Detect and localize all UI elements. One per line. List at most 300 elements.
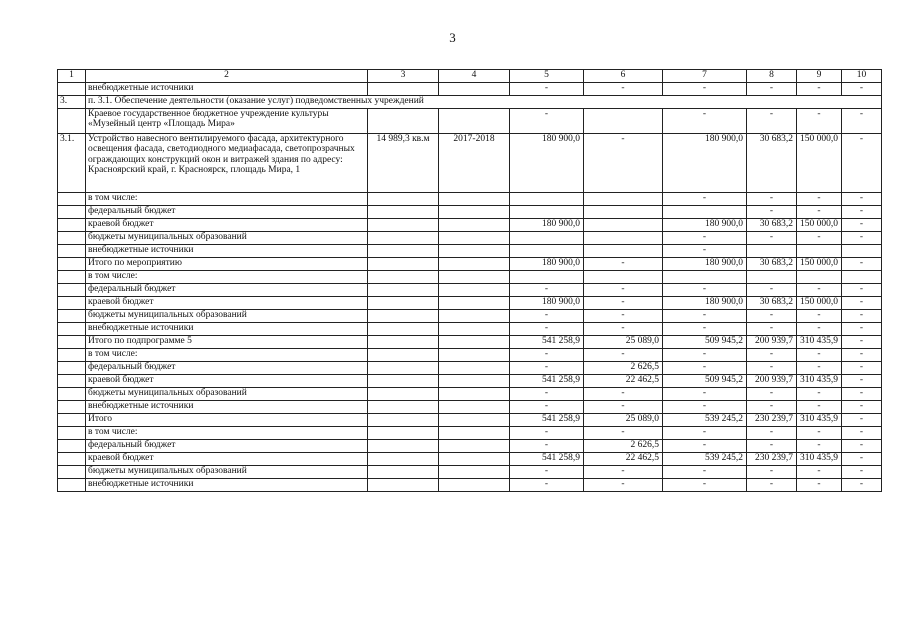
cell-c6: 2 626,5 bbox=[584, 362, 663, 375]
cell-c7: - bbox=[663, 193, 747, 206]
cell-c5: - bbox=[510, 440, 584, 453]
table-row bbox=[58, 440, 882, 453]
cell-c10 bbox=[842, 271, 882, 284]
cell-c5: 541 258,9 bbox=[510, 336, 584, 349]
cell-c5: 180 900,0 bbox=[510, 258, 584, 271]
cell-c9: - bbox=[797, 232, 842, 245]
cell-c7: 180 900,0 bbox=[663, 134, 747, 193]
cell-c4 bbox=[439, 245, 510, 258]
cell-c5: - bbox=[510, 83, 584, 96]
page-number: 3 bbox=[449, 30, 456, 45]
cell-c8: 30 683,2 bbox=[747, 134, 797, 193]
cell-c8: - bbox=[747, 83, 797, 96]
cell-c10: - bbox=[842, 258, 882, 271]
cell-c3 bbox=[368, 401, 439, 414]
table-row bbox=[58, 349, 882, 362]
cell-c7: - bbox=[663, 440, 747, 453]
cell-c10: - bbox=[842, 284, 882, 297]
column-header: 6 bbox=[584, 70, 663, 83]
cell-c8 bbox=[747, 271, 797, 284]
cell-c10: - bbox=[842, 414, 882, 427]
cell-c8: - bbox=[747, 401, 797, 414]
cell-c3 bbox=[368, 83, 439, 96]
table-body bbox=[58, 70, 882, 492]
cell-c9: - bbox=[797, 349, 842, 362]
cell-c4 bbox=[439, 362, 510, 375]
cell-c3 bbox=[368, 193, 439, 206]
cell-c5: - bbox=[510, 466, 584, 479]
cell-c3 bbox=[368, 479, 439, 492]
cell-c4 bbox=[439, 109, 510, 134]
cell-c1 bbox=[58, 245, 86, 258]
cell-c9: - bbox=[797, 362, 842, 375]
table-row bbox=[58, 388, 882, 401]
cell-c9: - bbox=[797, 440, 842, 453]
cell-c7: - bbox=[663, 83, 747, 96]
cell-c6: 2 626,5 bbox=[584, 440, 663, 453]
cell-c10: - bbox=[842, 219, 882, 232]
cell-c10: - bbox=[842, 401, 882, 414]
cell-c8: - bbox=[747, 284, 797, 297]
column-header: 10 bbox=[842, 70, 882, 83]
cell-c1 bbox=[58, 206, 86, 219]
cell-c7: - bbox=[663, 427, 747, 440]
cell-c8: 30 683,2 bbox=[747, 219, 797, 232]
cell-c8: - bbox=[747, 466, 797, 479]
table-row bbox=[58, 245, 882, 258]
cell-c8: - bbox=[747, 440, 797, 453]
table-row bbox=[58, 83, 882, 96]
cell-c9 bbox=[797, 271, 842, 284]
budget-table bbox=[57, 69, 882, 492]
cell-c4 bbox=[439, 336, 510, 349]
cell-c5: - bbox=[510, 427, 584, 440]
column-header: 3 bbox=[368, 70, 439, 83]
cell-c8: - bbox=[747, 323, 797, 336]
cell-c2: краевой бюджет bbox=[86, 453, 368, 466]
cell-c3 bbox=[368, 388, 439, 401]
cell-c3 bbox=[368, 109, 439, 134]
cell-c2: бюджеты муниципальных образований bbox=[86, 232, 368, 245]
cell-c9: - bbox=[797, 323, 842, 336]
cell-c1: 3.1. bbox=[58, 134, 86, 193]
cell-c4 bbox=[439, 466, 510, 479]
cell-c8: - bbox=[747, 206, 797, 219]
cell-c7: - bbox=[663, 232, 747, 245]
cell-c9: - bbox=[797, 206, 842, 219]
cell-c9: 310 435,9 bbox=[797, 453, 842, 466]
column-header: 7 bbox=[663, 70, 747, 83]
cell-c2: внебюджетные источники bbox=[86, 479, 368, 492]
cell-c1 bbox=[58, 297, 86, 310]
cell-c9: - bbox=[797, 479, 842, 492]
cell-c1 bbox=[58, 310, 86, 323]
cell-c7 bbox=[663, 271, 747, 284]
cell-c3 bbox=[368, 453, 439, 466]
cell-c5: - bbox=[510, 479, 584, 492]
cell-c6: - bbox=[584, 310, 663, 323]
cell-c7: 509 945,2 bbox=[663, 336, 747, 349]
cell-c5: 541 258,9 bbox=[510, 414, 584, 427]
cell-c2: внебюджетные источники bbox=[86, 323, 368, 336]
cell-c3 bbox=[368, 349, 439, 362]
table-row bbox=[58, 479, 882, 492]
cell-c1 bbox=[58, 193, 86, 206]
cell-c7 bbox=[663, 206, 747, 219]
column-header: 4 bbox=[439, 70, 510, 83]
cell-c2: федеральный бюджет bbox=[86, 284, 368, 297]
cell-c10: - bbox=[842, 440, 882, 453]
cell-c10: - bbox=[842, 134, 882, 193]
cell-c8: - bbox=[747, 388, 797, 401]
cell-c6 bbox=[584, 232, 663, 245]
cell-c4 bbox=[439, 193, 510, 206]
cell-c2: внебюджетные источники bbox=[86, 83, 368, 96]
cell-c2: краевой бюджет bbox=[86, 375, 368, 388]
cell-c1 bbox=[58, 375, 86, 388]
cell-c6: - bbox=[584, 83, 663, 96]
cell-c2: бюджеты муниципальных образований bbox=[86, 310, 368, 323]
table-row bbox=[58, 297, 882, 310]
cell-c3 bbox=[368, 336, 439, 349]
cell-c10: - bbox=[842, 479, 882, 492]
cell-c4 bbox=[439, 232, 510, 245]
cell-c8: 200 939,7 bbox=[747, 375, 797, 388]
cell-c1 bbox=[58, 427, 86, 440]
cell-c7: - bbox=[663, 349, 747, 362]
cell-c1 bbox=[58, 323, 86, 336]
cell-c3 bbox=[368, 297, 439, 310]
cell-c10: - bbox=[842, 349, 882, 362]
cell-c2: Итого по подпрограмме 5 bbox=[86, 336, 368, 349]
cell-c4 bbox=[439, 375, 510, 388]
cell-c5 bbox=[510, 271, 584, 284]
cell-c6: - bbox=[584, 349, 663, 362]
table-row bbox=[58, 193, 882, 206]
cell-c4 bbox=[439, 453, 510, 466]
cell-c6: - bbox=[584, 388, 663, 401]
cell-c8: - bbox=[747, 362, 797, 375]
column-header: 8 bbox=[747, 70, 797, 83]
cell-c10: - bbox=[842, 206, 882, 219]
cell-c8: - bbox=[747, 310, 797, 323]
cell-c4 bbox=[439, 479, 510, 492]
cell-c5: - bbox=[510, 401, 584, 414]
cell-c9: 150 000,0 bbox=[797, 297, 842, 310]
cell-c4 bbox=[439, 83, 510, 96]
cell-c3 bbox=[368, 323, 439, 336]
cell-c6: 25 089,0 bbox=[584, 336, 663, 349]
cell-c4: 2017-2018 bbox=[439, 134, 510, 193]
cell-c7: - bbox=[663, 479, 747, 492]
cell-c4 bbox=[439, 310, 510, 323]
cell-c3 bbox=[368, 440, 439, 453]
cell-c8: - bbox=[747, 427, 797, 440]
cell-c1 bbox=[58, 440, 86, 453]
cell-c6: 22 462,5 bbox=[584, 375, 663, 388]
cell-c8: - bbox=[747, 232, 797, 245]
cell-c3 bbox=[368, 427, 439, 440]
cell-c2: краевой бюджет bbox=[86, 297, 368, 310]
table-row bbox=[58, 109, 882, 134]
cell-c5: - bbox=[510, 323, 584, 336]
cell-c2: федеральный бюджет bbox=[86, 206, 368, 219]
column-header: 1 bbox=[58, 70, 86, 83]
cell-c7: - bbox=[663, 245, 747, 258]
cell-c9: 150 000,0 bbox=[797, 219, 842, 232]
cell-c2: внебюджетные источники bbox=[86, 245, 368, 258]
cell-c7: - bbox=[663, 466, 747, 479]
cell-c6: - bbox=[584, 401, 663, 414]
cell-c2: Итого по мероприятию bbox=[86, 258, 368, 271]
cell-c7: 180 900,0 bbox=[663, 219, 747, 232]
cell-c3 bbox=[368, 206, 439, 219]
cell-c1: 3. bbox=[58, 96, 86, 109]
cell-c1 bbox=[58, 109, 86, 134]
cell-c7: 180 900,0 bbox=[663, 258, 747, 271]
cell-c7: 539 245,2 bbox=[663, 414, 747, 427]
cell-c5 bbox=[510, 232, 584, 245]
cell-c10: - bbox=[842, 310, 882, 323]
cell-c8: 200 939,7 bbox=[747, 336, 797, 349]
cell-c4 bbox=[439, 414, 510, 427]
cell-c5: - bbox=[510, 362, 584, 375]
cell-c7: - bbox=[663, 401, 747, 414]
cell-c9: - bbox=[797, 466, 842, 479]
table-row bbox=[58, 323, 882, 336]
cell-c2: федеральный бюджет bbox=[86, 440, 368, 453]
cell-c3 bbox=[368, 466, 439, 479]
cell-c1 bbox=[58, 414, 86, 427]
table-row bbox=[58, 284, 882, 297]
cell-c7: - bbox=[663, 323, 747, 336]
cell-c8: - bbox=[747, 193, 797, 206]
cell-c10: - bbox=[842, 193, 882, 206]
cell-c1 bbox=[58, 401, 86, 414]
cell-c6: - bbox=[584, 323, 663, 336]
cell-c8: 30 683,2 bbox=[747, 297, 797, 310]
cell-c8 bbox=[747, 245, 797, 258]
cell-c3 bbox=[368, 414, 439, 427]
cell-c9: - bbox=[797, 193, 842, 206]
cell-c10: - bbox=[842, 323, 882, 336]
cell-c1 bbox=[58, 453, 86, 466]
cell-c1 bbox=[58, 258, 86, 271]
cell-c2: Устройство навесного вентилируемого фасада, архитектурного освещения фасада, светодиодного медиафасада, светопрозрачных ограждающих конструкций окон и витражей здания по адресу: Красноярский край, г. Красноярск, площадь Мира, 1 bbox=[86, 134, 368, 193]
cell-c3 bbox=[368, 245, 439, 258]
cell-c5: 541 258,9 bbox=[510, 375, 584, 388]
cell-c8: 30 683,2 bbox=[747, 258, 797, 271]
cell-c7: - bbox=[663, 284, 747, 297]
cell-c9: - bbox=[797, 310, 842, 323]
cell-c1 bbox=[58, 219, 86, 232]
cell-c4 bbox=[439, 271, 510, 284]
cell-c7: - bbox=[663, 109, 747, 134]
cell-c1 bbox=[58, 349, 86, 362]
cell-c5: - bbox=[510, 349, 584, 362]
cell-c6: - bbox=[584, 466, 663, 479]
cell-c5 bbox=[510, 193, 584, 206]
cell-c5: - bbox=[510, 310, 584, 323]
cell-c1 bbox=[58, 479, 86, 492]
cell-c3 bbox=[368, 232, 439, 245]
cell-c10: - bbox=[842, 336, 882, 349]
cell-c5: - bbox=[510, 109, 584, 134]
cell-c6 bbox=[584, 245, 663, 258]
cell-c9: - bbox=[797, 109, 842, 134]
cell-c8: 230 239,7 bbox=[747, 414, 797, 427]
cell-c4 bbox=[439, 284, 510, 297]
table-row bbox=[58, 206, 882, 219]
table-row bbox=[58, 453, 882, 466]
cell-c2: в том числе: bbox=[86, 349, 368, 362]
cell-c5: - bbox=[510, 388, 584, 401]
cell-c2: Краевое государственное бюджетное учреждение культуры «Музейный центр «Площадь Мира» bbox=[86, 109, 368, 134]
cell-c10 bbox=[842, 245, 882, 258]
cell-c10: - bbox=[842, 427, 882, 440]
table-row bbox=[58, 401, 882, 414]
cell-c9: 150 000,0 bbox=[797, 258, 842, 271]
cell-c9: 310 435,9 bbox=[797, 375, 842, 388]
cell-c1 bbox=[58, 388, 86, 401]
cell-c2: Итого bbox=[86, 414, 368, 427]
cell-c6: - bbox=[584, 134, 663, 193]
column-header: 9 bbox=[797, 70, 842, 83]
cell-c4 bbox=[439, 349, 510, 362]
cell-c5 bbox=[510, 245, 584, 258]
cell-c1 bbox=[58, 232, 86, 245]
cell-c3 bbox=[368, 375, 439, 388]
cell-c1 bbox=[58, 284, 86, 297]
cell-c6 bbox=[584, 193, 663, 206]
cell-c9 bbox=[797, 245, 842, 258]
cell-c10: - bbox=[842, 232, 882, 245]
table-row bbox=[58, 258, 882, 271]
cell-c2: п. 3.1. Обеспечение деятельности (оказание услуг) подведомственных учреждений bbox=[86, 96, 882, 109]
cell-c6 bbox=[584, 271, 663, 284]
cell-c1 bbox=[58, 336, 86, 349]
cell-c3 bbox=[368, 271, 439, 284]
cell-c5: - bbox=[510, 284, 584, 297]
cell-c7: 509 945,2 bbox=[663, 375, 747, 388]
cell-c1 bbox=[58, 271, 86, 284]
table-row bbox=[58, 336, 882, 349]
column-header: 2 bbox=[86, 70, 368, 83]
cell-c4 bbox=[439, 297, 510, 310]
cell-c7: 180 900,0 bbox=[663, 297, 747, 310]
cell-c8: - bbox=[747, 349, 797, 362]
table-row bbox=[58, 232, 882, 245]
table-row bbox=[58, 427, 882, 440]
cell-c3 bbox=[368, 362, 439, 375]
cell-c3 bbox=[368, 258, 439, 271]
table-row bbox=[58, 362, 882, 375]
table-row bbox=[58, 134, 882, 193]
column-header: 5 bbox=[510, 70, 584, 83]
cell-c10: - bbox=[842, 375, 882, 388]
cell-c4 bbox=[439, 258, 510, 271]
cell-c8: 230 239,7 bbox=[747, 453, 797, 466]
cell-c6 bbox=[584, 109, 663, 134]
table-row bbox=[58, 375, 882, 388]
table-row bbox=[58, 271, 882, 284]
cell-c10: - bbox=[842, 297, 882, 310]
cell-c3 bbox=[368, 310, 439, 323]
cell-c2: в том числе: bbox=[86, 193, 368, 206]
cell-c9: 150 000,0 bbox=[797, 134, 842, 193]
cell-c6 bbox=[584, 206, 663, 219]
cell-c10: - bbox=[842, 83, 882, 96]
cell-c7: - bbox=[663, 362, 747, 375]
cell-c6: - bbox=[584, 258, 663, 271]
cell-c7: - bbox=[663, 388, 747, 401]
cell-c9: 310 435,9 bbox=[797, 336, 842, 349]
cell-c10: - bbox=[842, 109, 882, 134]
cell-c6 bbox=[584, 219, 663, 232]
cell-c6: - bbox=[584, 427, 663, 440]
cell-c9: - bbox=[797, 83, 842, 96]
cell-c6: 25 089,0 bbox=[584, 414, 663, 427]
cell-c1 bbox=[58, 466, 86, 479]
table-header-row bbox=[58, 70, 882, 83]
cell-c6: - bbox=[584, 284, 663, 297]
cell-c6: - bbox=[584, 479, 663, 492]
cell-c5 bbox=[510, 206, 584, 219]
cell-c5: 541 258,9 bbox=[510, 453, 584, 466]
cell-c10: - bbox=[842, 453, 882, 466]
cell-c6: 22 462,5 bbox=[584, 453, 663, 466]
table-row bbox=[58, 310, 882, 323]
cell-c9: - bbox=[797, 427, 842, 440]
cell-c2: бюджеты муниципальных образований bbox=[86, 388, 368, 401]
cell-c9: - bbox=[797, 388, 842, 401]
cell-c4 bbox=[439, 388, 510, 401]
cell-c4 bbox=[439, 206, 510, 219]
cell-c5: 180 900,0 bbox=[510, 297, 584, 310]
cell-c8: - bbox=[747, 479, 797, 492]
cell-c10: - bbox=[842, 362, 882, 375]
table-row bbox=[58, 219, 882, 232]
cell-c10: - bbox=[842, 388, 882, 401]
cell-c4 bbox=[439, 401, 510, 414]
cell-c3 bbox=[368, 219, 439, 232]
cell-c4 bbox=[439, 219, 510, 232]
cell-c8: - bbox=[747, 109, 797, 134]
cell-c4 bbox=[439, 323, 510, 336]
cell-c4 bbox=[439, 440, 510, 453]
cell-c5: 180 900,0 bbox=[510, 219, 584, 232]
cell-c7: 539 245,2 bbox=[663, 453, 747, 466]
cell-c2: в том числе: bbox=[86, 271, 368, 284]
table-row bbox=[58, 96, 882, 109]
cell-c3: 14 989,3 кв.м bbox=[368, 134, 439, 193]
cell-c5: 180 900,0 bbox=[510, 134, 584, 193]
cell-c3 bbox=[368, 284, 439, 297]
cell-c2: краевой бюджет bbox=[86, 219, 368, 232]
cell-c7: - bbox=[663, 310, 747, 323]
cell-c9: - bbox=[797, 284, 842, 297]
table-row bbox=[58, 414, 882, 427]
cell-c2: внебюджетные источники bbox=[86, 401, 368, 414]
cell-c2: федеральный бюджет bbox=[86, 362, 368, 375]
cell-c2: в том числе: bbox=[86, 427, 368, 440]
cell-c6: - bbox=[584, 297, 663, 310]
cell-c4 bbox=[439, 427, 510, 440]
cell-c2: бюджеты муниципальных образований bbox=[86, 466, 368, 479]
table-row bbox=[58, 466, 882, 479]
cell-c9: - bbox=[797, 401, 842, 414]
cell-c10: - bbox=[842, 466, 882, 479]
